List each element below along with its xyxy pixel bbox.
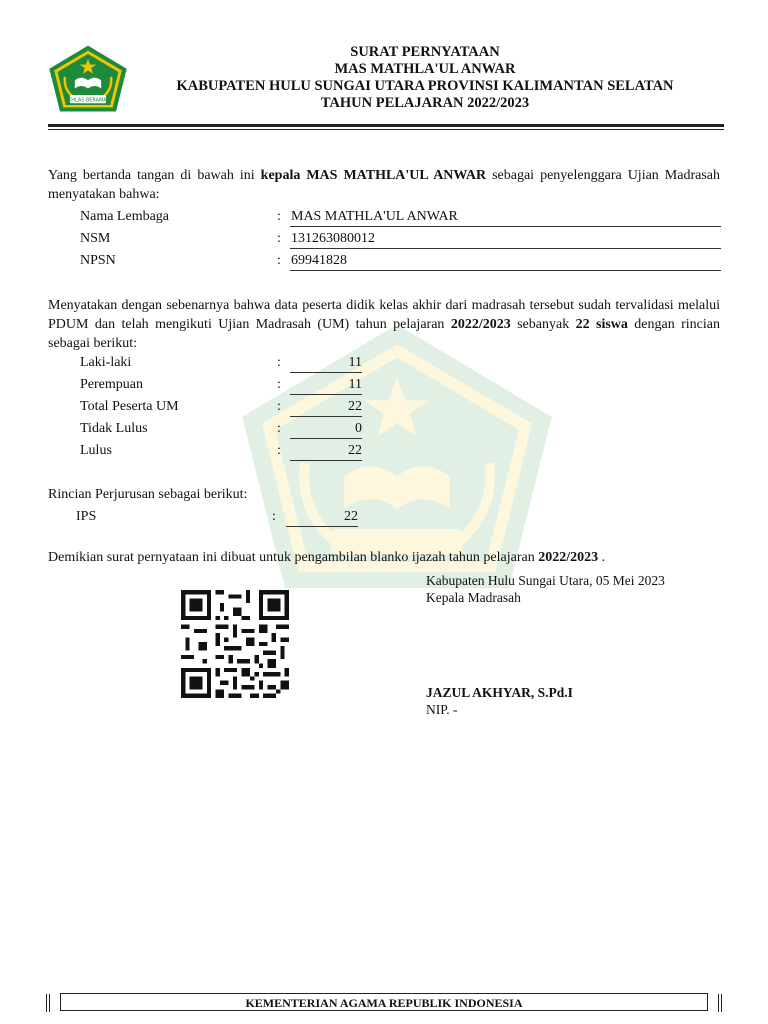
footer-bar: KEMENTERIAN AGAMA REPUBLIK INDONESIA	[60, 993, 708, 1011]
identity-colon: :	[277, 253, 281, 268]
signature-nip: NIP. -	[426, 702, 458, 717]
stat-value: 22	[290, 398, 362, 417]
majors-title: Rincian Perjurusan sebagai berikut:	[48, 487, 248, 502]
closing-year: 2022/2023	[538, 550, 599, 565]
identity-colon: :	[277, 231, 281, 246]
stat-label: Perempuan	[80, 377, 143, 392]
identity-value-name: MAS MATHLA'UL ANWAR	[290, 208, 721, 227]
stat-colon: :	[277, 355, 281, 370]
header-rule-thick	[48, 124, 724, 127]
identity-value-nsm: 131263080012	[290, 230, 721, 249]
major-label: IPS	[76, 509, 97, 524]
statement-count: 22 siswa	[575, 317, 628, 332]
closing-paragraph: Demikian surat pernyataan ini dibuat untuk pengambilan blanko ijazah tahun pelajaran 2022/2023 .	[48, 550, 606, 565]
signature-name: JAZUL AKHYAR, S.Pd.I	[426, 685, 573, 700]
kemenag-logo-icon	[46, 44, 130, 114]
header-title: SURAT PERNYATAAN	[350, 44, 500, 60]
footer-edge-left	[46, 994, 50, 1012]
identity-label-npsn: NPSN	[80, 253, 116, 268]
footer-edge-right	[718, 994, 722, 1012]
header-school: MAS MATHLA'UL ANWAR	[334, 61, 516, 77]
stat-colon: :	[277, 399, 281, 414]
stat-value: 0	[290, 420, 362, 439]
stat-label: Total Peserta UM	[80, 399, 179, 414]
intro-bold: kepala MAS MATHLA'UL ANWAR	[260, 168, 487, 183]
svg-text:IKHLAS BERAMAL: IKHLAS BERAMAL	[66, 97, 110, 104]
stat-value: 22	[290, 442, 362, 461]
stat-value: 11	[290, 376, 362, 395]
identity-label-name: Nama Lembaga	[80, 209, 170, 224]
stat-value: 11	[290, 354, 362, 373]
intro-paragraph: Yang bertanda tangan di bawah ini kepala MAS MATHLA'UL ANWAR sebagai penyelenggara Ujian Madrasah menyatakan bahwa:	[48, 168, 721, 202]
identity-label-nsm: NSM	[80, 231, 111, 246]
stat-colon: :	[277, 421, 281, 436]
signature-role: Kepala Madrasah	[426, 590, 521, 605]
header-region: KABUPATEN HULU SUNGAI UTARA PROVINSI KALIMANTAN SELATAN	[176, 78, 674, 94]
header-rule-thin	[48, 129, 724, 130]
stat-label: Tidak Lulus	[80, 421, 148, 436]
stat-colon: :	[277, 377, 281, 392]
letter-header	[130, 44, 720, 112]
qr-code-icon	[178, 590, 292, 698]
stat-label: Lulus	[80, 443, 112, 458]
stat-colon: :	[277, 443, 281, 458]
identity-value-npsn: 69941828	[290, 252, 721, 271]
signature-place-date: Kabupaten Hulu Sungai Utara, 05 Mei 2023	[426, 573, 665, 588]
statement-paragraph: Menyatakan dengan sebenarnya bahwa data peserta didik kelas akhir dari madrasah tersebut sudah tervalidasi melalui PDUM dan telah mengikuti Ujian Madrasah (UM) tahun pelajaran 2022/2023 sebanyak 22 siswa dengan rincian sebagai berikut:	[48, 298, 720, 351]
header-year: TAHUN PELAJARAN 2022/2023	[320, 95, 530, 111]
identity-colon: :	[277, 209, 281, 224]
major-colon: :	[272, 509, 276, 524]
major-value: 22	[286, 508, 358, 527]
stat-label: Laki-laki	[80, 355, 132, 370]
statement-year: 2022/2023	[450, 317, 511, 332]
